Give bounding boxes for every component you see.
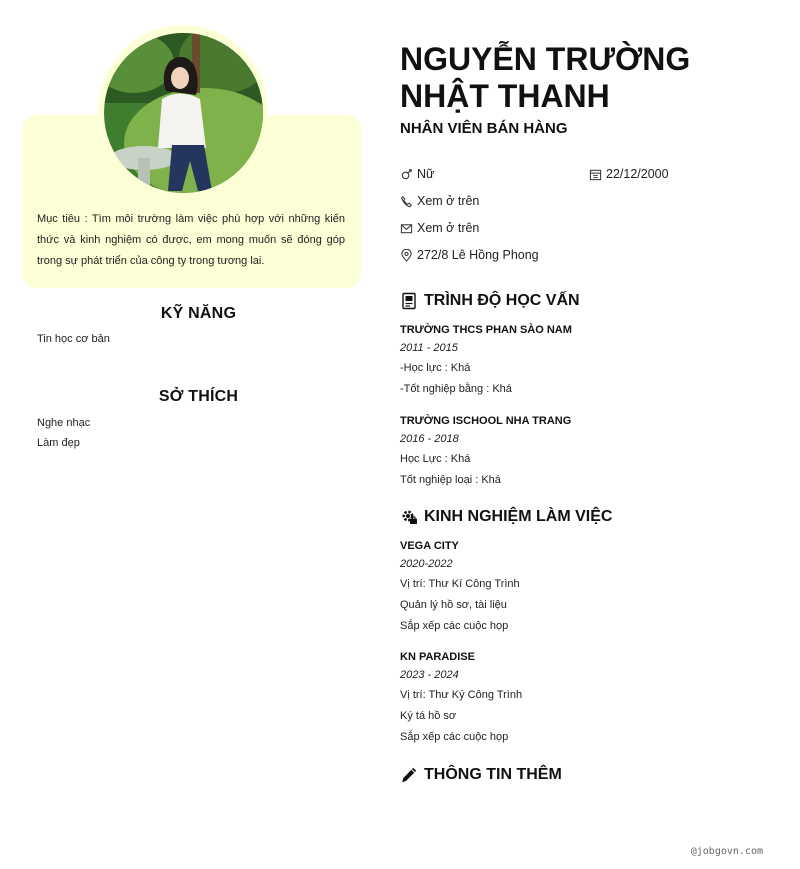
experience-entry: [400, 649, 770, 748]
experience-heading: [400, 508, 612, 526]
education-detail: -Tốt nghiệp bằng : Khá: [400, 383, 512, 395]
experience-detail: Sắp xếp các cuộc họp: [400, 620, 509, 632]
watermark: @jobgovn.com: [690, 846, 763, 857]
skill-item: Tin học cơ bản: [37, 333, 110, 345]
experience-detail: Quản lý hồ sơ, tài liệu: [400, 599, 507, 611]
school-name: TRƯỜNG ISCHOOL NHA TRANG: [400, 415, 572, 427]
pencil-icon: [400, 766, 418, 784]
experience-detail: Ký tá hồ sơ: [400, 710, 457, 722]
experience-period: 2023 - 2024: [400, 669, 459, 681]
education-details: [400, 358, 770, 400]
email-icon: [400, 222, 413, 235]
education-details: [400, 449, 770, 491]
candidate-name: NGUYỄN TRƯỜNG NHẬT THANH: [400, 41, 691, 114]
education-period: 2016 - 2018: [400, 433, 459, 445]
education-icon: [400, 292, 418, 310]
email-value: Xem ở trên: [417, 221, 480, 235]
skills-heading: KỸ NĂNG: [160, 305, 237, 322]
experience-detail: Vị trí: Thư Kí Công Trình: [400, 578, 520, 590]
experience-heading-text: KINH NGHIỆM LÀM VIỆC: [424, 508, 613, 525]
birthday-value: 22/12/2000: [606, 167, 669, 181]
experience-icon: [400, 508, 418, 526]
career-objective: Mục tiêu : Tìm môi trường làm việc phù hợp với những kiến thức và kinh nghiệm có được, em mong muốn sẽ đóng góp trong sự phát triển của công ty trong tương lai.: [37, 213, 345, 267]
job-title: NHÂN VIÊN BÁN HÀNG: [400, 120, 568, 137]
skills-list: [37, 329, 110, 349]
company-name: VEGA CITY: [400, 540, 459, 552]
avatar: [104, 33, 263, 193]
hobbies-heading: SỞ THÍCH: [158, 388, 239, 405]
hobby-item: Làm đẹp: [37, 437, 80, 449]
company-name: KN PARADISE: [400, 651, 475, 663]
experience-detail: Sắp xếp các cuộc họp: [400, 731, 509, 743]
phone-value: Xem ở trên: [417, 194, 480, 208]
education-entry: [400, 413, 770, 491]
experience-details: [400, 574, 770, 637]
gender-row: [400, 167, 434, 181]
extra-info-heading-text: THÔNG TIN THÊM: [424, 766, 562, 783]
hobby-item: Nghe nhạc: [37, 417, 91, 429]
gender-value: Nữ: [417, 167, 435, 181]
education-detail: Học Lực : Khá: [400, 453, 471, 465]
education-heading-text: TRÌNH ĐỘ HỌC VẤN: [424, 292, 580, 309]
email-row: [400, 221, 479, 235]
experience-entry: [400, 538, 770, 637]
school-name: TRƯỜNG THCS PHAN SÀO NAM: [400, 324, 572, 336]
phone-row: [400, 194, 479, 208]
address-value: 272/8 Lê Hồng Phong: [417, 248, 539, 262]
experience-detail: Vị trí: Thư Ký Công Trình: [400, 689, 523, 701]
birthday-row: [589, 167, 669, 181]
education-entry: [400, 322, 770, 400]
education-detail: Tốt nghiệp loại : Khá: [400, 474, 501, 486]
location-icon: [400, 249, 413, 262]
avatar-photo: [104, 33, 263, 193]
address-row: [400, 248, 539, 262]
extra-info-heading: [400, 766, 562, 784]
experience-details: [400, 685, 770, 748]
hobbies-list: [37, 413, 90, 453]
gender-icon: [400, 168, 413, 181]
phone-icon: [400, 195, 413, 208]
education-detail: -Học lực : Khá: [400, 362, 471, 374]
calendar-icon: [589, 168, 602, 181]
experience-period: 2020-2022: [400, 558, 453, 570]
education-period: 2011 - 2015: [400, 342, 458, 354]
education-heading: [400, 292, 580, 310]
